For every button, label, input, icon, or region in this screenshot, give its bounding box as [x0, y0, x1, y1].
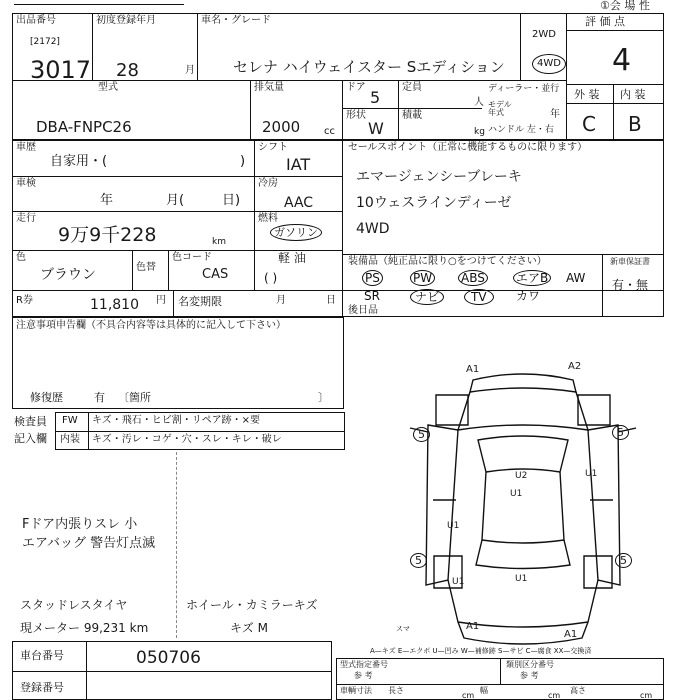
divider	[92, 13, 93, 80]
shape-label: 形状	[346, 110, 366, 121]
hw-note2: エアバッグ 警告灯点滅	[22, 536, 156, 551]
recycle-unit: 円	[156, 295, 166, 306]
inspector-interior: 内装	[60, 434, 80, 445]
divider	[55, 431, 345, 432]
reference-right: 参 考	[520, 671, 539, 680]
reg-label: 登録番号	[20, 681, 64, 694]
sma-label: スマ	[396, 625, 410, 633]
sales-line1: エマージェンシーブレーキ	[356, 169, 522, 185]
divider	[173, 290, 174, 317]
divider	[176, 452, 177, 638]
inspector-interior-items: キズ・汚レ・コゲ・穴・スレ・キレ・破レ	[92, 434, 282, 445]
first-reg-label: 初度登録年月	[96, 15, 156, 26]
repair-label: 修復歴	[30, 391, 63, 404]
equip-item: TV	[464, 289, 494, 305]
inspection-day: 日)	[222, 193, 241, 208]
car-diagram	[378, 360, 668, 650]
inspection-year: 年	[100, 193, 114, 208]
repair-close: 〕	[318, 391, 329, 404]
equip-item: エアB	[513, 270, 551, 286]
inspector-fw: FW	[62, 415, 78, 426]
venue-label: ①会 場 性	[600, 0, 650, 12]
doors-value: 5	[370, 88, 381, 107]
model-label: 車名・グレード	[201, 15, 271, 26]
equip-item: SR	[364, 289, 380, 303]
chassis-value: 050706	[136, 648, 201, 668]
equip-item: PS	[362, 270, 383, 286]
divider	[12, 290, 664, 291]
equip-item: PW	[410, 270, 435, 286]
damage-mark: U1	[585, 469, 598, 479]
divider	[254, 140, 255, 290]
damage-mark: 5	[615, 553, 632, 568]
divider	[602, 254, 603, 317]
lot-code: [2172]	[30, 37, 60, 47]
displacement-value: 2000	[262, 118, 301, 136]
drive-4wd: 4WD	[532, 54, 566, 74]
displacement-label: 排気量	[254, 82, 284, 93]
first-reg-month-label: 月	[185, 65, 195, 76]
recycle-label: R券	[16, 295, 33, 306]
fuel-option: 軽 油	[278, 251, 306, 265]
usage-label: 車歴	[16, 142, 36, 153]
model-year-label: モデル年式	[488, 100, 512, 117]
notes-label: 注意事項申告欄（不具合内容等は具体的に記入して下さい）	[16, 320, 286, 331]
inspector-label-1: 検査員	[14, 415, 47, 428]
damage-mark: U1	[515, 574, 528, 584]
repair-place: 〔箇所	[118, 391, 151, 404]
model-year-unit: 年	[550, 109, 560, 120]
length-label: 車輌寸法	[340, 686, 372, 695]
divider	[12, 211, 342, 212]
damage-mark: A1	[564, 629, 578, 640]
color-value: ブラウン	[40, 267, 96, 283]
chassis-label: 車台番号	[20, 649, 64, 662]
equip-item: AW	[566, 271, 586, 285]
handle-label: ハンドル 左・右	[488, 125, 554, 135]
divider	[398, 80, 399, 140]
divider	[520, 13, 521, 80]
divider	[168, 250, 169, 290]
capacity-unit: 人	[474, 97, 484, 108]
first-reg-year: 28	[116, 60, 139, 81]
shape-value: W	[368, 119, 384, 138]
damage-mark: U1	[510, 489, 523, 499]
dealer-label: ディーラー・並行	[488, 84, 560, 94]
divider	[12, 80, 566, 81]
cm-2: cm	[548, 691, 561, 700]
doors-label: ドア	[346, 82, 366, 93]
shift-value: IAT	[286, 155, 311, 174]
damage-mark: A1	[466, 621, 480, 632]
model-designation-label: 型式指定番号	[340, 660, 388, 669]
fuel-circled: ガソリン	[270, 224, 322, 241]
lot-no-label: 出品番号	[16, 15, 56, 26]
divider	[197, 13, 198, 80]
divider	[342, 140, 343, 290]
color-code-label: 色コード	[172, 252, 212, 263]
equip-item: カワ	[516, 289, 541, 303]
divider	[250, 80, 251, 140]
divider	[342, 254, 664, 255]
divider	[566, 13, 567, 140]
divider	[132, 250, 133, 290]
type-label: 型式	[98, 82, 118, 93]
interior-label: 内 装	[620, 88, 646, 101]
top-strip	[14, 0, 184, 5]
usage-value: 自家用・(	[50, 154, 108, 169]
ac-value: AAC	[284, 195, 314, 211]
divider	[342, 80, 343, 140]
title-month: 月	[276, 295, 286, 306]
grade-value: 4	[612, 43, 632, 78]
displacement-unit: cc	[324, 126, 335, 137]
inspector-label-2: 記入欄	[14, 432, 47, 445]
hw-note6: キズ M	[230, 621, 268, 635]
divider	[613, 84, 614, 140]
reference-left: 参 考	[354, 671, 373, 680]
hw-note3: スタッドレスタイヤ	[20, 598, 128, 612]
divider	[342, 108, 482, 109]
equip-item: ABS	[458, 270, 488, 286]
divider	[566, 30, 664, 31]
usage-close: )	[240, 154, 246, 169]
model-value: セレナ ハイウェイスター Sエディション	[233, 58, 505, 76]
exterior-label: 外 装	[574, 88, 600, 101]
mileage-value: 9万9千228	[58, 224, 157, 246]
width: 幅	[480, 686, 488, 695]
sales-line3: 4WD	[356, 221, 390, 237]
damage-mark: U1	[452, 577, 465, 587]
divider	[86, 641, 87, 700]
capacity-label: 定員	[402, 82, 422, 93]
mileage-unit: km	[212, 237, 226, 247]
sales-line2: 10ウェスラインディーゼ	[356, 195, 512, 211]
divider	[342, 290, 343, 317]
color-code-value: CAS	[202, 267, 229, 282]
load-label: 積載	[402, 110, 422, 121]
damage-mark: 5	[612, 425, 629, 440]
divider	[566, 84, 664, 85]
height: 高さ	[570, 686, 586, 695]
divider	[566, 103, 664, 104]
repair-value: 有	[94, 391, 105, 404]
length: 長さ	[388, 686, 404, 695]
recycle-value: 11,810	[90, 297, 139, 313]
title-change-label: 名変期限	[178, 295, 222, 308]
sales-label: セールスポイント（正常に機能するものに限ります）	[348, 142, 588, 153]
divider	[336, 684, 664, 685]
damage-legend: A—キズ E—エクボ U—凹み W—補修跡 S—サビ C—腐食 XX—交換済	[370, 647, 592, 655]
color-change-label: 色替	[136, 262, 156, 273]
type-value: DBA-FNPC26	[36, 118, 132, 136]
fuel-paren: ( )	[264, 271, 278, 285]
hw-note5: 現メーター 99,231 km	[20, 621, 149, 635]
hw-note4: ホイール・カミラーキズ	[186, 598, 318, 612]
equip-item: ナビ	[410, 289, 444, 305]
divider	[12, 176, 342, 177]
equipment-label: 装備品（純正品に限り○をつけてください）	[348, 256, 547, 267]
cm-3: cm	[640, 691, 653, 700]
drive-2wd: 2WD	[532, 29, 556, 40]
title-day: 日	[326, 295, 336, 306]
fuel-label: 燃料	[258, 213, 278, 224]
shift-label: シフト	[258, 142, 288, 153]
divider	[500, 658, 501, 684]
damage-mark: U2	[515, 471, 528, 481]
mileage-label: 走行	[16, 213, 36, 224]
divider	[12, 671, 332, 672]
damage-mark: A2	[568, 361, 582, 372]
exterior-value: C	[582, 112, 596, 136]
lot-number: 3017	[30, 56, 92, 84]
color-label: 色	[16, 252, 26, 263]
later-label: 後日品	[348, 305, 378, 316]
inspection-month: 月(	[166, 193, 185, 208]
damage-mark: 5	[410, 553, 427, 568]
hw-note1: Fドア内張りスレ 小	[22, 517, 138, 532]
damage-mark: A1	[466, 364, 480, 375]
inspection-label: 車検	[16, 178, 36, 189]
interior-value: B	[628, 112, 642, 136]
warranty-label: 新車保証書	[610, 257, 650, 266]
divider	[88, 412, 89, 450]
load-unit: kg	[474, 127, 485, 137]
damage-mark: 5	[413, 427, 430, 442]
grade-label: 評 価 点	[585, 15, 625, 28]
category-label: 類別区分番号	[506, 660, 554, 669]
ac-label: 冷房	[258, 178, 278, 189]
damage-mark: U1	[447, 521, 460, 531]
cm-1: cm	[462, 691, 475, 700]
inspector-fw-items: キズ・飛石・ヒビ割・リペア跡・×要	[92, 415, 260, 426]
warranty-value: 有・無	[612, 278, 649, 292]
